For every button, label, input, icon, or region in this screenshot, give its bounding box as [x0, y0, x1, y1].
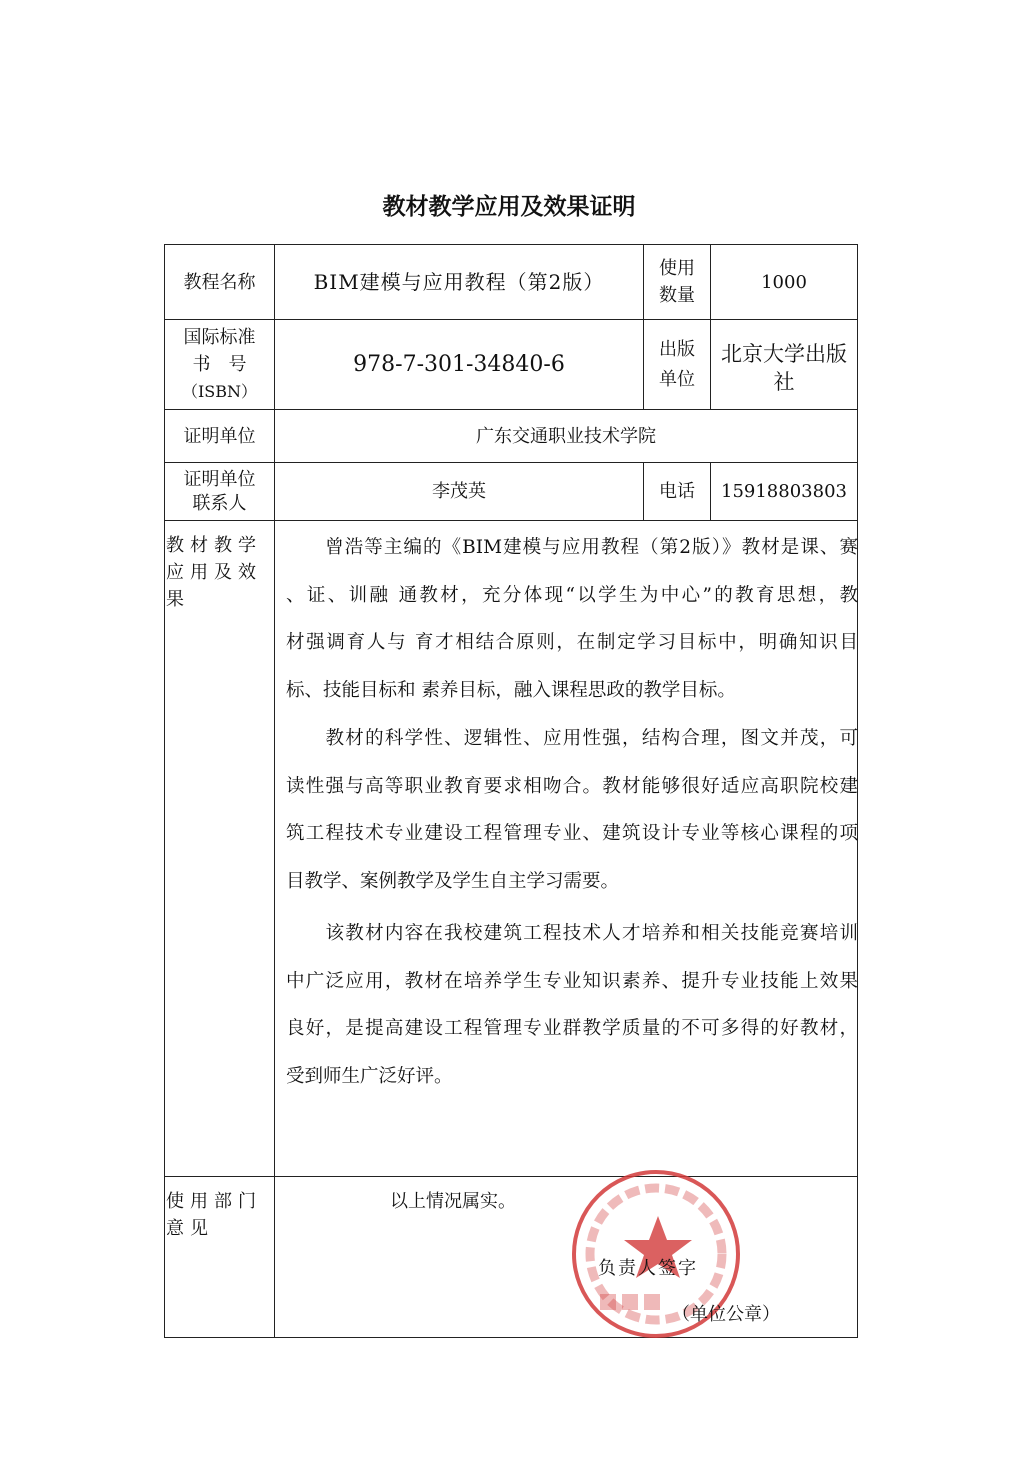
contact-value: 李茂英 [274, 462, 644, 521]
effect-label [166, 532, 266, 613]
isbn-label-3: （ISBN） [181, 382, 258, 401]
effect-label-3: 果 [166, 589, 190, 610]
dept-text: 以上情况属实。 [390, 1191, 516, 1212]
dept-label [166, 1188, 266, 1242]
text-line: 目教学、案例教学及学生自主学习需要。 [286, 870, 620, 892]
effect-paragraph-2 [286, 715, 858, 905]
publisher-value-1: 北京大学出版 [721, 342, 847, 366]
text-line: 该教材内容在我校建筑工程技术人才培养和相关技能竞赛培训 [286, 923, 858, 944]
phone-label: 电话 [643, 462, 711, 521]
effect-label-2: 应用及效 [166, 562, 262, 583]
qty-label [643, 244, 711, 320]
qty-label-1: 使用 [659, 258, 695, 279]
phone-value: 15918803803 [710, 462, 858, 521]
effect-paragraph-3 [286, 910, 858, 1100]
text-line: 、证、训融 通教材，充分体现“以学生为中心”的教育思想，教 [286, 584, 858, 606]
isbn-label-2: 书 号 [192, 354, 247, 375]
contact-label-2: 联系人 [192, 492, 247, 514]
isbn-label-1: 国际标准 [183, 327, 256, 348]
text-line: 曾浩等主编的《BIM建模与应用教程（第2版）》教材是课、赛 [286, 537, 858, 558]
cert-unit-value: 广东交通职业技术学院 [274, 409, 858, 463]
text-line: 中广泛应用，教材在培养学生专业知识素养、提升专业技能上效果 [286, 970, 858, 992]
contact-label-1: 证明单位 [183, 468, 256, 490]
text-line: 筑工程技术专业建设工程管理专业、建筑设计专业等核心课程的项 [286, 823, 858, 844]
course-value: BIM建模与应用教程（第2版） [274, 244, 644, 320]
text-line: 教材的科学性、逻辑性、应用性强，结构合理，图文并茂，可 [286, 728, 858, 749]
publisher-label [643, 319, 711, 410]
qty-label-2: 数量 [659, 285, 695, 306]
isbn-value: 978-7-301-34840-6 [274, 319, 644, 410]
publisher-value-2: 社 [773, 370, 795, 394]
effect-label-cell [164, 520, 275, 1177]
effect-paragraph-1 [286, 524, 858, 714]
publisher-label-1: 出版 [659, 338, 695, 360]
text-line: 良好，是提高建设工程管理专业群教学质量的不可多得的好教材， [286, 1018, 858, 1039]
text-line: 读性强与高等职业教育要求相吻合。教材能够很好适应高职院校建 [286, 775, 858, 797]
dept-label-2: 意见 [166, 1218, 214, 1239]
page-title: 教材教学应用及效果证明 [382, 194, 636, 220]
publisher-value [710, 319, 858, 410]
text-line: 标、技能目标和 素养目标，融入课程思政的教学目标。 [286, 679, 736, 701]
qty-value: 1000 [710, 244, 858, 320]
dept-label-1: 使用部门 [166, 1191, 262, 1212]
text-line: 材强调育人与 育才相结合原则，在制定学习目标中，明确知识目 [286, 632, 858, 653]
stamp-inner-lettering [600, 1294, 660, 1310]
contact-label [164, 462, 275, 521]
effect-label-1: 教材教学 [166, 535, 262, 556]
text-line: 受到师生广泛好评。 [286, 1065, 453, 1087]
cert-unit-label: 证明单位 [164, 409, 275, 463]
signature-label: 负责人签字 [598, 1258, 698, 1279]
course-label: 教程名称 [164, 244, 275, 320]
seal-label: （单位公章） [672, 1304, 780, 1325]
publisher-label-2: 单位 [659, 368, 695, 390]
isbn-label [164, 319, 275, 410]
